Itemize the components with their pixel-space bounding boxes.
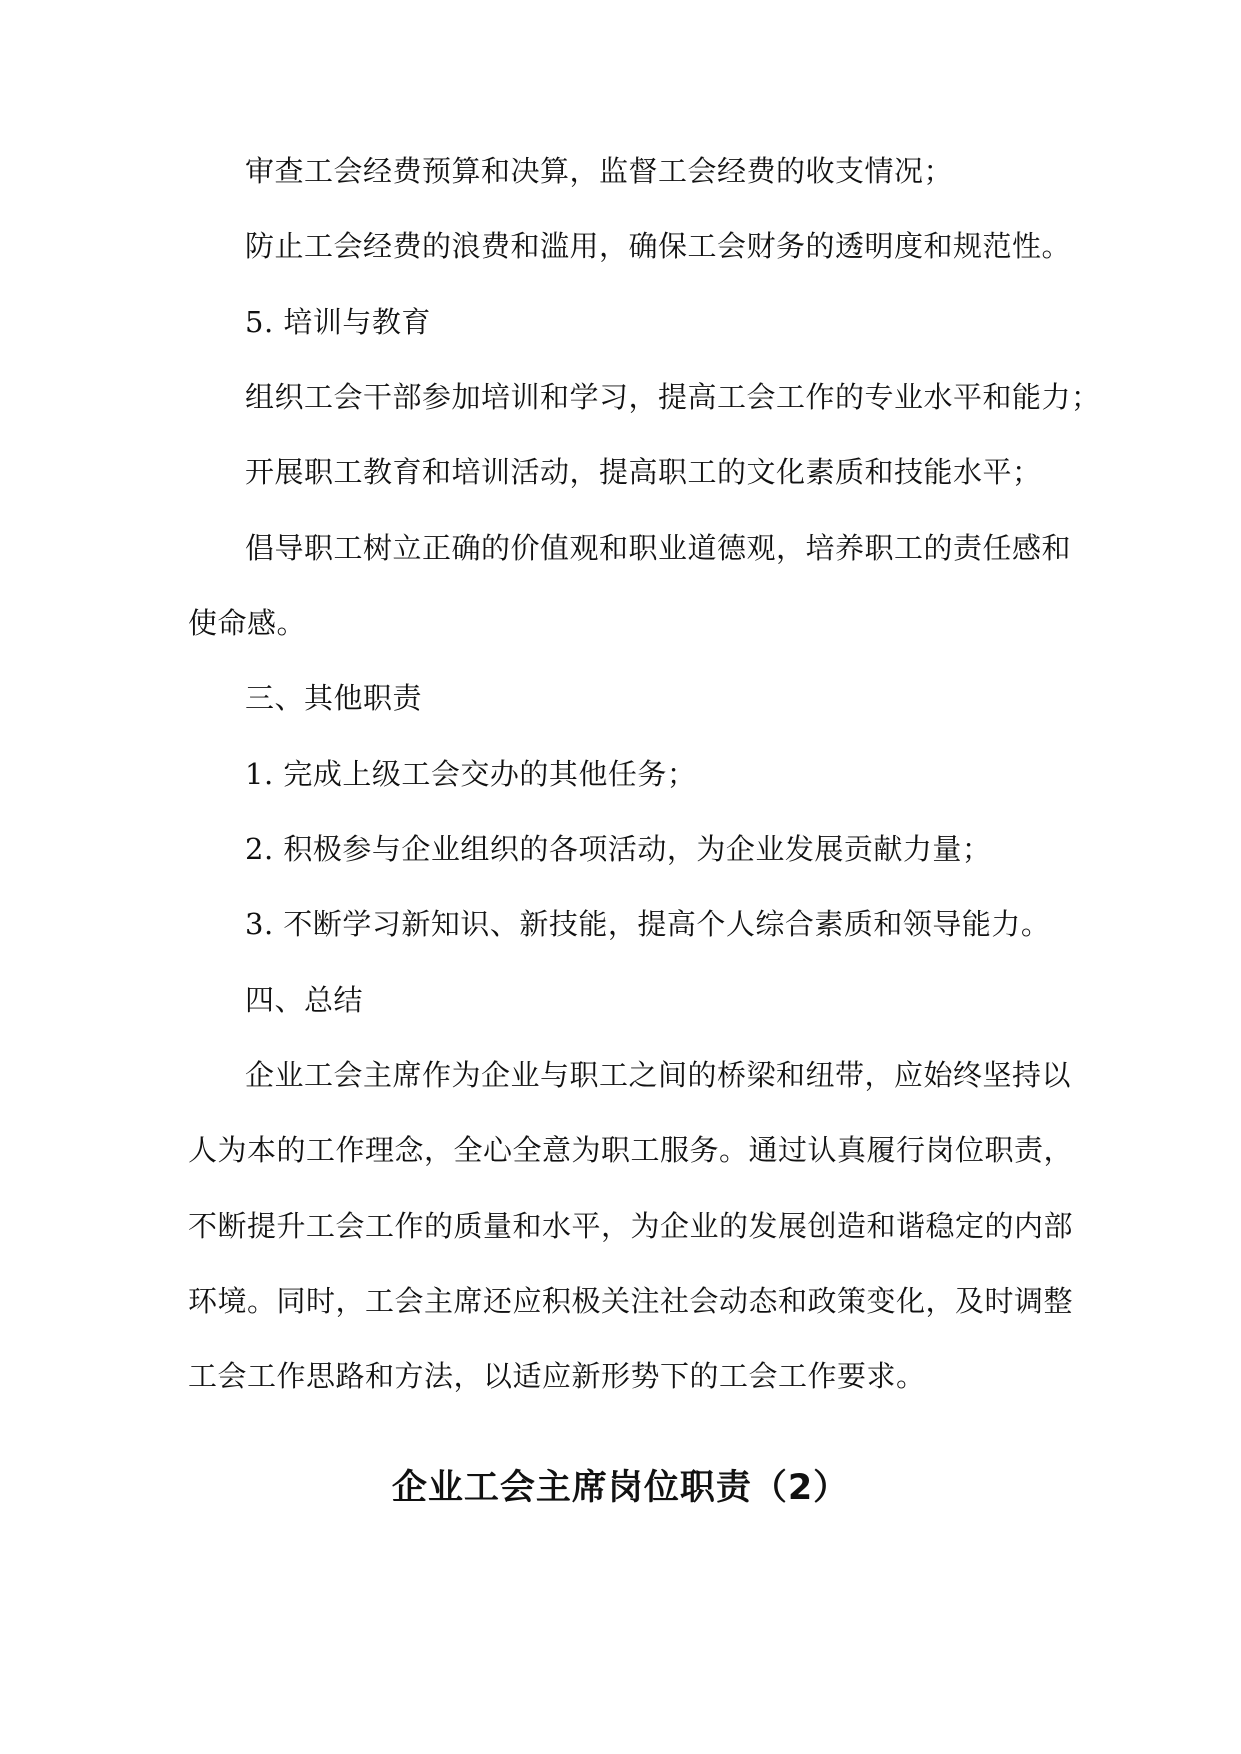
paragraph-line: 人为本的工作理念，全心全意为职工服务。通过认真履行岗位职责，	[188, 1133, 1074, 1167]
paragraph-line: 审查工会经费预算和决算，监督工会经费的收支情况；	[245, 154, 954, 188]
paragraph-line: 组织工会干部参加培训和学习，提高工会工作的专业水平和能力；	[245, 380, 1101, 414]
paragraph-line: 防止工会经费的浪费和滥用，确保工会财务的透明度和规范性。	[245, 229, 1072, 263]
section-heading-other-duties: 三、其他职责	[245, 681, 423, 715]
paragraph-line: 企业工会主席作为企业与职工之间的桥梁和纽带，应始终坚持以	[245, 1058, 1072, 1092]
paragraph-line: 环境。同时，工会主席还应积极关注社会动态和政策变化，及时调整	[188, 1284, 1074, 1318]
list-item: 2. 积极参与企业组织的各项活动，为企业发展贡献力量；	[245, 832, 992, 866]
paragraph-line: 使命感。	[188, 606, 307, 640]
section-heading-summary: 四、总结	[245, 983, 364, 1017]
paragraph-line: 开展职工教育和培训活动，提高职工的文化素质和技能水平；	[245, 455, 1042, 489]
list-item: 1. 完成上级工会交办的其他任务；	[245, 757, 697, 791]
subheading-training: 5. 培训与教育	[245, 305, 431, 339]
paragraph-line: 不断提升工会工作的质量和水平，为企业的发展创造和谐稳定的内部	[188, 1209, 1074, 1243]
list-item: 3. 不断学习新知识、新技能，提高个人综合素质和领导能力。	[245, 907, 1051, 941]
section-title: 企业工会主席岗位职责（2）	[391, 1468, 850, 1508]
paragraph-line: 工会工作思路和方法，以适应新形势下的工会工作要求。	[188, 1359, 926, 1393]
paragraph-line: 倡导职工树立正确的价值观和职业道德观，培养职工的责任感和	[245, 531, 1072, 565]
